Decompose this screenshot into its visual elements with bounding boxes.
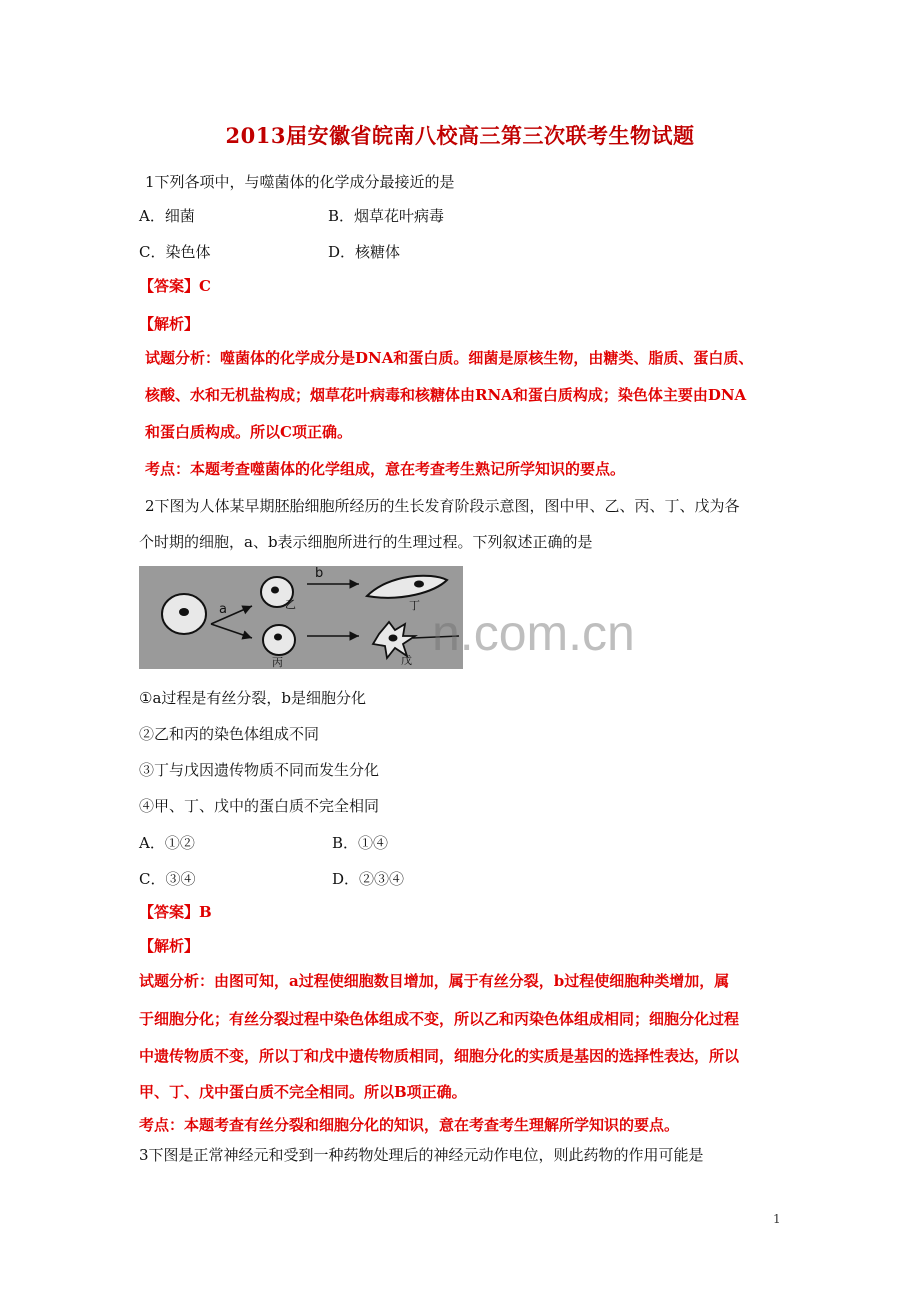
question-2-option-d: D．②③④ [332,870,405,888]
question-2-analysis-line: 于细胞分化；有丝分裂过程中染色体组成不变，所以乙和丙染色体组成相同；细胞分化过程 [139,1010,740,1028]
embryo-cell-diagram [139,566,463,669]
question-2-statement: ①a过程是有丝分裂，b是细胞分化 [139,689,366,707]
question-2-analysis-line: 试题分析：由图可知，a过程使细胞数目增加，属于有丝分裂，b过程使细胞种类增加，属 [139,972,730,990]
cell-development-figure [139,566,463,669]
label-b: b [315,566,324,581]
nucleus-icon [179,608,189,616]
question-1-analysis-line: 试题分析：噬菌体的化学成分是DNA和蛋白质。细菌是原核生物，由糖类、脂质、蛋白质、 [145,349,754,367]
nucleus-icon [389,635,398,642]
label-ding: 丁 [409,599,420,612]
question-2-option-b: B．①④ [332,834,389,852]
question-1-analysis-line: 和蛋白质构成。所以C项正确。 [145,423,352,441]
question-2-kaodian: 考点：本题考查有丝分裂和细胞分化的知识，意在考查考生理解所学知识的要点。 [139,1116,680,1134]
question-2-stem-line: 2下图为人体某早期胚胎细胞所经历的生长发育阶段示意图，图中甲、乙、丙、丁、戊为各 [145,497,740,515]
page-number: 1 [773,1212,781,1226]
question-2-option-c: C．③④ [139,870,196,888]
nucleus-icon [414,581,424,588]
question-1-analysis-label: 【解析】 [139,315,200,333]
label-a: a [219,602,227,617]
watermark: n.com.cn [432,605,635,661]
question-1-answer: 【答案】C [139,277,211,295]
question-2-answer: 【答案】B [139,903,212,921]
question-2-statement: ④甲、丁、戊中的蛋白质不完全相同 [139,797,380,815]
arrow-a-up [211,606,252,624]
question-3-stem: 3下图是正常神经元和受到一种药物处理后的神经元动作电位，则此药物的作用可能是 [139,1146,704,1164]
question-1-option-c: C．染色体 [139,243,211,261]
nucleus-icon [274,634,282,641]
question-2-option-a: A．①② [139,834,195,852]
page-title: 2013届安徽省皖南八校高三第三次联考生物试题 [225,123,695,148]
question-1-stem: 1下列各项中，与噬菌体的化学成分最接近的是 [145,173,455,191]
label-bing: 丙 [272,656,283,669]
question-2-statement: ②乙和丙的染色体组成不同 [139,725,320,743]
arrow-a-down [211,624,252,638]
question-1-analysis-line: 核酸、水和无机盐构成；烟草花叶病毒和核糖体由RNA和蛋白质构成；染色体主要由DNA [145,386,747,404]
question-2-analysis-label: 【解析】 [139,937,200,955]
question-1-kaodian: 考点：本题考查噬菌体的化学组成，意在考查考生熟记所学知识的要点。 [145,460,626,478]
question-2-analysis-line: 中遗传物质不变，所以丁和戊中遗传物质相同，细胞分化的实质是基因的选择性表达，所以 [139,1047,740,1065]
question-1-option-a: A．细菌 [139,207,195,225]
question-1-option-b: B．烟草花叶病毒 [328,207,445,225]
question-2-analysis-line: 甲、丁、戊中蛋白质不完全相同。所以B项正确。 [139,1083,467,1101]
question-2-statement: ③丁与戊因遗传物质不同而发生分化 [139,761,380,779]
label-wu: 戊 [401,654,412,667]
nucleus-icon [271,587,279,594]
question-2-stem-line: 个时期的细胞，a、b表示细胞所进行的生理过程。下列叙述正确的是 [139,533,593,551]
cell-ding [367,576,447,598]
label-yi: 乙 [285,598,296,611]
question-1-option-d: D．核糖体 [328,243,401,261]
